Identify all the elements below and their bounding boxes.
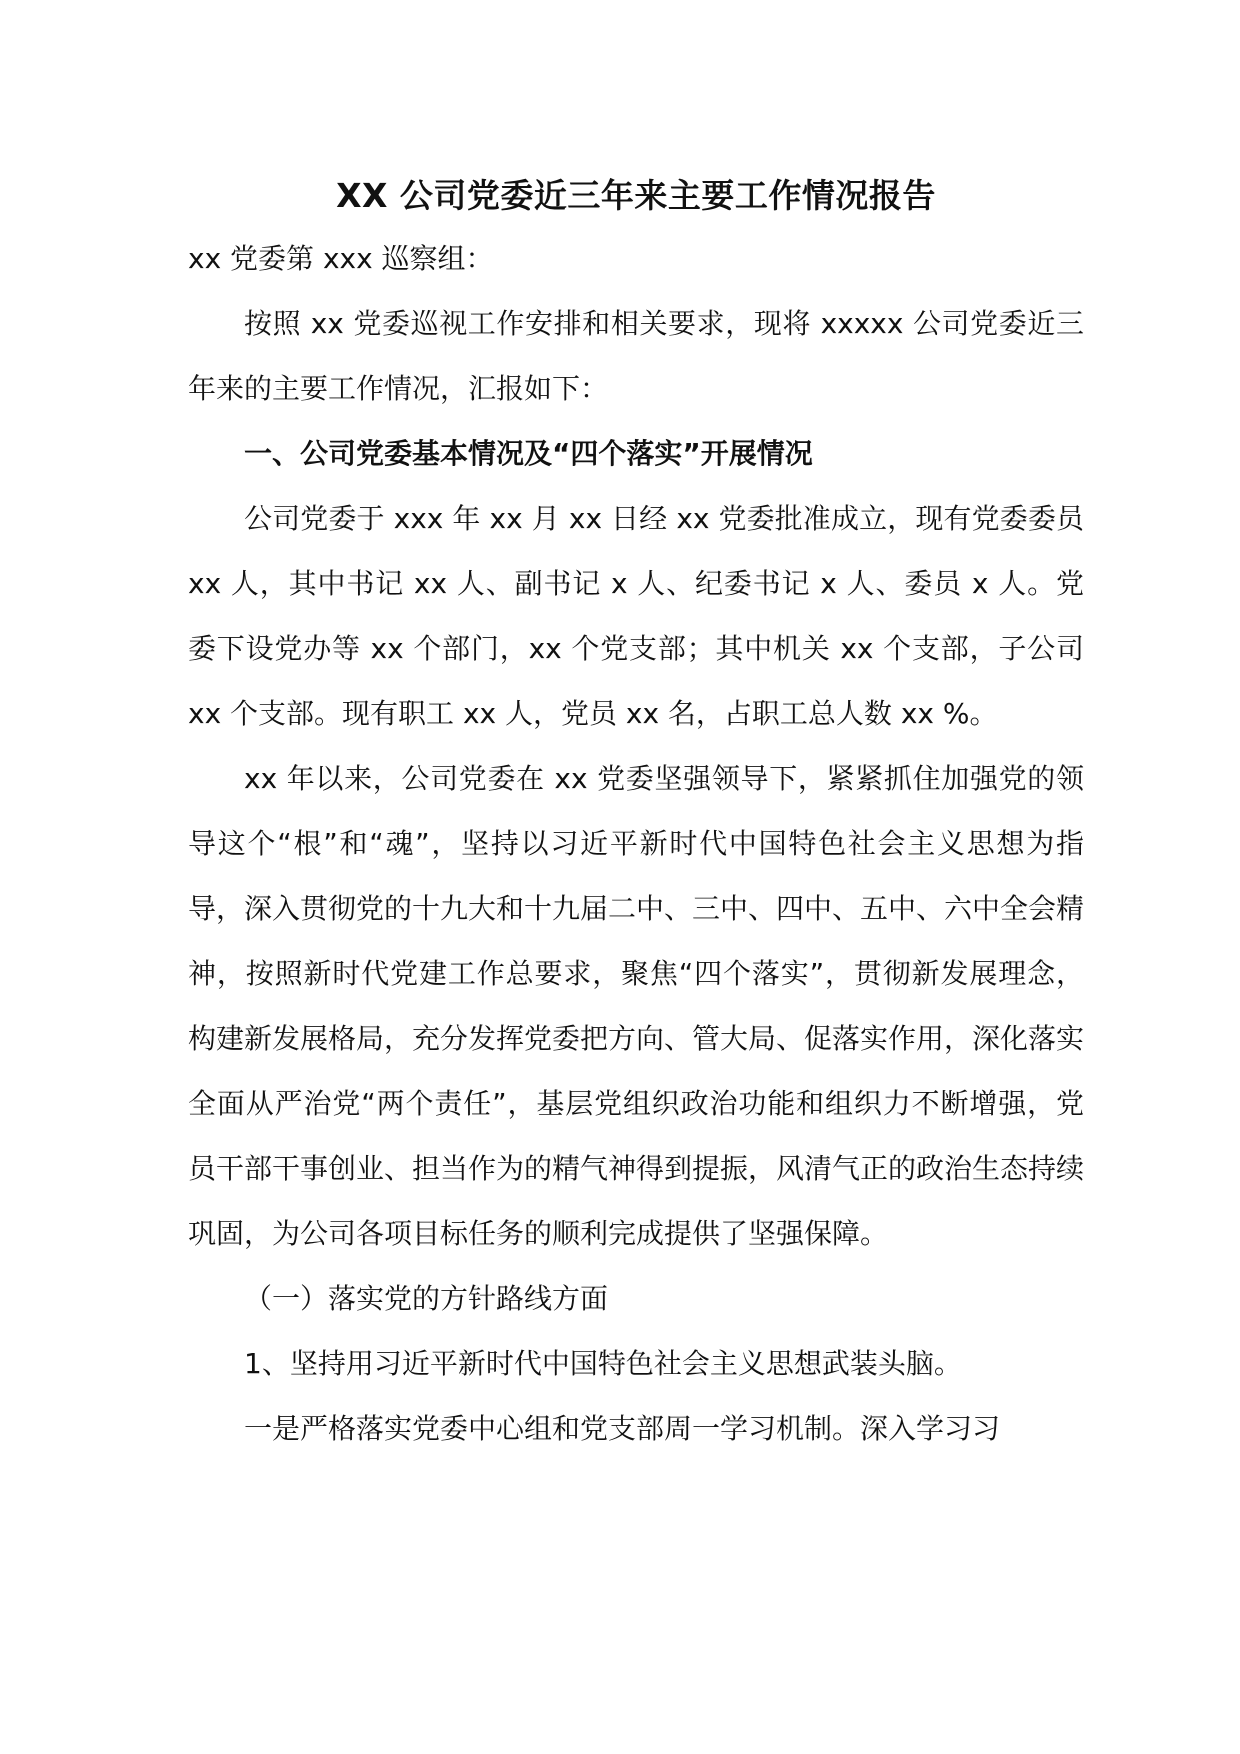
document-title: XX 公司党委近三年来主要工作情况报告 <box>336 176 936 215</box>
item-1-text: 一是严格落实党委中心组和党支部周一学习机制。深入学习习 <box>244 1412 1001 1445</box>
item-heading-1: 1、坚持用习近平新时代中国特色社会主义思想武装头脑。 <box>244 1347 962 1380</box>
intro-paragraph: 按照 xx 党委巡视工作安排和相关要求，现将 xxxxx 公司党委近三年来的主要工作情况，汇报如下： <box>188 307 1084 405</box>
subsection-heading-1: （一）落实党的方针路线方面 <box>244 1282 609 1315</box>
summary-paragraph: xx 年以来，公司党委在 xx 党委坚强领导下，紧紧抓住加强党的领导这个“根”和“魂”，坚持以习近平新时代中国特色社会主义思想为指导，深入贯彻党的十九大和十九届二中、三中、四中、五中、六中全会精神，按照新时代党建工作总要求，聚焦“四个落实”，贯彻新发展理念，构建新发展格局，充分发挥党委把方向、管大局、促落实作用，深化落实全面从严治党“两个责任”，基层党组织政治功能和组织力不断增强，党员干部干事创业、担当作为的精气神得到提振，风清气正的政治生态持续巩固，为公司各项目标任务的顺利完成提供了坚强保障。 <box>188 762 1085 1250</box>
document-body <box>188 166 1084 1461</box>
basic-info-paragraph: 公司党委于 xxx 年 xx 月 xx 日经 xx 党委批准成立，现有党委委员 xx 人，其中书记 xx 人、副书记 x 人、纪委书记 x 人、委员 x 人。党委下设党办等 xx 个部门，xx 个党支部；其中机关 xx 个支部，子公司 xx 个支部。现有职工 xx 人，党员 xx 名，占职工总人数 xx %。 <box>188 502 1084 730</box>
salutation: xx 党委第 xxx 巡察组： <box>188 242 494 275</box>
section-heading-1: 一、公司党委基本情况及“四个落实”开展情况 <box>244 437 813 470</box>
